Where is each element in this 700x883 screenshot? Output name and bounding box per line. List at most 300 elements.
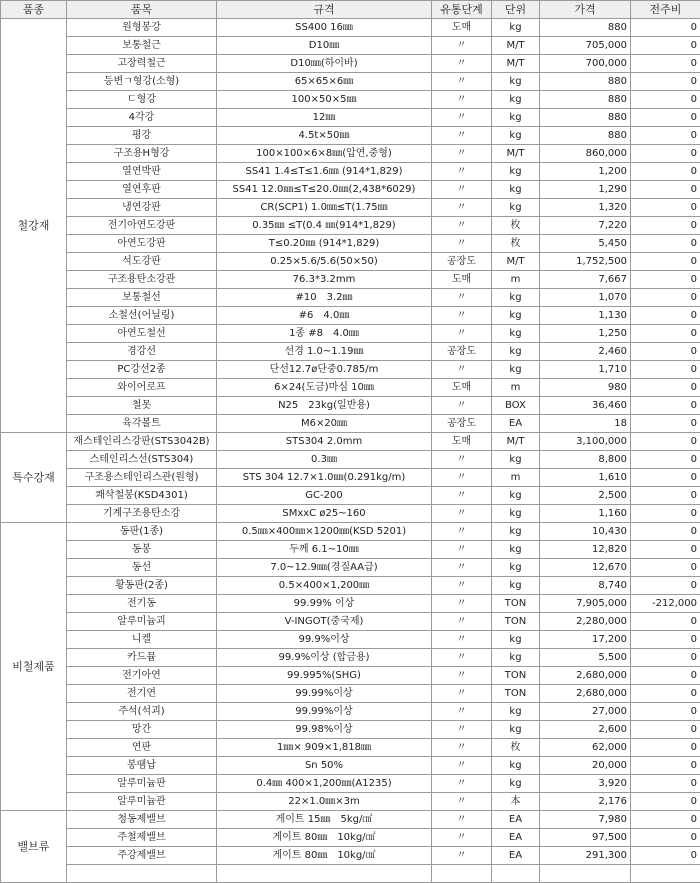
- unit: TON: [492, 595, 540, 613]
- price: 7,980: [540, 811, 631, 829]
- weekly-change: 0: [631, 649, 700, 667]
- unit: BOX: [492, 397, 540, 415]
- price: 36,460: [540, 397, 631, 415]
- price: 12,820: [540, 541, 631, 559]
- table-row: [1, 847, 700, 865]
- item-spec: #6 4.0㎜: [217, 307, 432, 325]
- distribution-stage: 〃: [432, 451, 492, 469]
- weekly-change: 0: [631, 415, 700, 433]
- item-spec: 두께 6.1~10㎜: [217, 541, 432, 559]
- unit: EA: [492, 811, 540, 829]
- item-name: 소철선(어닐링): [67, 307, 217, 325]
- price: 1,320: [540, 199, 631, 217]
- weekly-change: 0: [631, 631, 700, 649]
- item-spec: 99.9%이상: [217, 631, 432, 649]
- item-name: 평강: [67, 127, 217, 145]
- item-spec: 99.98%이상: [217, 721, 432, 739]
- weekly-change: 0: [631, 433, 700, 451]
- unit: kg: [492, 649, 540, 667]
- table-row: [1, 127, 700, 145]
- distribution-stage: 〃: [432, 235, 492, 253]
- weekly-change: 0: [631, 127, 700, 145]
- distribution-stage: 〃: [432, 613, 492, 631]
- price: 2,680,000: [540, 667, 631, 685]
- table-row: [1, 685, 700, 703]
- weekly-change: 0: [631, 721, 700, 739]
- price: 8,740: [540, 577, 631, 595]
- distribution-stage: 〃: [432, 757, 492, 775]
- unit: kg: [492, 199, 540, 217]
- price: 12,670: [540, 559, 631, 577]
- unit: 本: [492, 793, 540, 811]
- table-row: [1, 109, 700, 127]
- distribution-stage: 〃: [432, 649, 492, 667]
- price: 1,610: [540, 469, 631, 487]
- table-row: [1, 199, 700, 217]
- distribution-stage: 〃: [432, 91, 492, 109]
- distribution-stage: 〃: [432, 361, 492, 379]
- unit: kg: [492, 721, 540, 739]
- unit: kg: [492, 361, 540, 379]
- price: 880: [540, 73, 631, 91]
- item-spec: 0.3㎜: [217, 451, 432, 469]
- item-name: 보통철선: [67, 289, 217, 307]
- table-row: [1, 307, 700, 325]
- item-spec: 단선12.7ø단중0.785/m: [217, 361, 432, 379]
- weekly-change: 0: [631, 73, 700, 91]
- table-row: [1, 415, 700, 433]
- item-name: 석도강판: [67, 253, 217, 271]
- category-cell: 철강재: [1, 19, 67, 433]
- weekly-change: 0: [631, 685, 700, 703]
- distribution-stage: 〃: [432, 577, 492, 595]
- price: 880: [540, 91, 631, 109]
- item-spec: 76.3*3.2mm: [217, 271, 432, 289]
- table-row: [1, 775, 700, 793]
- item-name: 구조용스테인리스관(원형): [67, 469, 217, 487]
- price: 705,000: [540, 37, 631, 55]
- item-spec: 0.5㎜×400㎜×1200㎜(KSD 5201): [217, 523, 432, 541]
- price: 880: [540, 127, 631, 145]
- unit: M/T: [492, 253, 540, 271]
- item-spec: 0.25×5.6/5.6(50×50): [217, 253, 432, 271]
- price: 1,250: [540, 325, 631, 343]
- price: 8,800: [540, 451, 631, 469]
- unit: [492, 865, 540, 883]
- weekly-change: 0: [631, 361, 700, 379]
- table-row: [1, 271, 700, 289]
- category-cell: 특수강재: [1, 433, 67, 523]
- price: 97,500: [540, 829, 631, 847]
- item-name: 원형봉강: [67, 19, 217, 37]
- item-spec: 99.995%(SHG): [217, 667, 432, 685]
- distribution-stage: 〃: [432, 289, 492, 307]
- table-row: [1, 361, 700, 379]
- distribution-stage: 〃: [432, 667, 492, 685]
- item-name: 청동제밸브: [67, 811, 217, 829]
- unit: 枚: [492, 235, 540, 253]
- price: 2,680,000: [540, 685, 631, 703]
- item-spec: GC-200: [217, 487, 432, 505]
- weekly-change: 0: [631, 847, 700, 865]
- item-name: 보통철근: [67, 37, 217, 55]
- price: 5,500: [540, 649, 631, 667]
- unit: kg: [492, 631, 540, 649]
- item-name: 전기동: [67, 595, 217, 613]
- unit: M/T: [492, 145, 540, 163]
- item-spec: 99.99%이상: [217, 685, 432, 703]
- price: 291,300: [540, 847, 631, 865]
- weekly-change: 0: [631, 253, 700, 271]
- unit: kg: [492, 559, 540, 577]
- weekly-change: 0: [631, 829, 700, 847]
- price: 27,000: [540, 703, 631, 721]
- table-row: [1, 469, 700, 487]
- table-row: [1, 397, 700, 415]
- item-spec: D10㎜(하이바): [217, 55, 432, 73]
- price: 880: [540, 109, 631, 127]
- weekly-change: 0: [631, 523, 700, 541]
- unit: kg: [492, 775, 540, 793]
- item-spec: V-INGOT(중국제): [217, 613, 432, 631]
- unit: TON: [492, 685, 540, 703]
- item-spec: 6×24(도금)마심 10㎜: [217, 379, 432, 397]
- unit: kg: [492, 289, 540, 307]
- table-row: [1, 451, 700, 469]
- price: 7,667: [540, 271, 631, 289]
- weekly-change: -212,000: [631, 595, 700, 613]
- unit: kg: [492, 541, 540, 559]
- item-name: 동봉: [67, 541, 217, 559]
- item-spec: 99.99%이상: [217, 703, 432, 721]
- distribution-stage: 도매: [432, 271, 492, 289]
- header-item: 품목: [67, 1, 217, 19]
- table-row: [1, 433, 700, 451]
- item-spec: SS400 16㎜: [217, 19, 432, 37]
- item-spec: CR(SCP1) 1.0㎜≤T(1.75㎜: [217, 199, 432, 217]
- item-spec: 0.5×400×1,200㎜: [217, 577, 432, 595]
- price: 860,000: [540, 145, 631, 163]
- price: 3,100,000: [540, 433, 631, 451]
- item-spec: 게이트 15㎜ 5kg/㎠: [217, 811, 432, 829]
- item-spec: 게이트 80㎜ 10kg/㎠: [217, 847, 432, 865]
- table-row: [1, 289, 700, 307]
- item-name: 봉땜납: [67, 757, 217, 775]
- weekly-change: 0: [631, 469, 700, 487]
- table-row: [1, 595, 700, 613]
- header-spec: 규격: [217, 1, 432, 19]
- weekly-change: 0: [631, 703, 700, 721]
- price: 2,460: [540, 343, 631, 361]
- distribution-stage: 〃: [432, 811, 492, 829]
- item-spec: 100×100×6×8㎜(압연,중형): [217, 145, 432, 163]
- distribution-stage: 〃: [432, 559, 492, 577]
- item-name: ㄷ형강: [67, 91, 217, 109]
- unit: kg: [492, 127, 540, 145]
- weekly-change: [631, 865, 700, 883]
- distribution-stage: 도매: [432, 433, 492, 451]
- table-row: [1, 577, 700, 595]
- item-name: 주철제밸브: [67, 829, 217, 847]
- unit: TON: [492, 613, 540, 631]
- distribution-stage: 〃: [432, 703, 492, 721]
- table-row: [1, 379, 700, 397]
- table-row: [1, 829, 700, 847]
- weekly-change: 0: [631, 451, 700, 469]
- item-name: 알루미늄관: [67, 793, 217, 811]
- item-name: 망간: [67, 721, 217, 739]
- weekly-change: 0: [631, 343, 700, 361]
- unit: kg: [492, 109, 540, 127]
- unit: kg: [492, 181, 540, 199]
- item-spec: 0.4㎜ 400×1,200㎜(A1235): [217, 775, 432, 793]
- unit: EA: [492, 829, 540, 847]
- weekly-change: 0: [631, 757, 700, 775]
- table-row: [1, 235, 700, 253]
- item-spec: 1종 #8 4.0㎜: [217, 325, 432, 343]
- item-name: 동판(1종): [67, 523, 217, 541]
- item-spec: STS 304 12.7×1.0㎜(0.291kg/m): [217, 469, 432, 487]
- weekly-change: 0: [631, 397, 700, 415]
- item-name: 카드뮴: [67, 649, 217, 667]
- item-name: 동선: [67, 559, 217, 577]
- item-name: 열연박판: [67, 163, 217, 181]
- weekly-change: 0: [631, 145, 700, 163]
- distribution-stage: 〃: [432, 505, 492, 523]
- table-row: [1, 721, 700, 739]
- item-name: 재스테인리스강판(STS3042B): [67, 433, 217, 451]
- distribution-stage: 〃: [432, 109, 492, 127]
- table-row: [1, 523, 700, 541]
- weekly-change: 0: [631, 109, 700, 127]
- item-spec: SS41 12.0㎜≤T≤20.0㎜(2,438*6029): [217, 181, 432, 199]
- table-row: [1, 739, 700, 757]
- item-name: 니켈: [67, 631, 217, 649]
- weekly-change: 0: [631, 505, 700, 523]
- item-name: [67, 865, 217, 883]
- item-name: 구조용탄소강관: [67, 271, 217, 289]
- table-row: [1, 163, 700, 181]
- weekly-change: 0: [631, 217, 700, 235]
- item-spec: 99.9%이상 (합금용): [217, 649, 432, 667]
- price: 1,160: [540, 505, 631, 523]
- distribution-stage: 〃: [432, 829, 492, 847]
- distribution-stage: 〃: [432, 325, 492, 343]
- item-name: 주석(석괴): [67, 703, 217, 721]
- table-row: [1, 253, 700, 271]
- header-category: 품종: [1, 1, 67, 19]
- weekly-change: 0: [631, 163, 700, 181]
- unit: M/T: [492, 55, 540, 73]
- unit: kg: [492, 307, 540, 325]
- price: 20,000: [540, 757, 631, 775]
- unit: kg: [492, 523, 540, 541]
- distribution-stage: 도매: [432, 379, 492, 397]
- table-row: [1, 181, 700, 199]
- unit: kg: [492, 757, 540, 775]
- item-name: PC강선2종: [67, 361, 217, 379]
- unit: 枚: [492, 739, 540, 757]
- weekly-change: 0: [631, 775, 700, 793]
- distribution-stage: 공장도: [432, 343, 492, 361]
- item-name: 기계구조용탄소강: [67, 505, 217, 523]
- item-name: 냉연강판: [67, 199, 217, 217]
- item-name: 스테인리스선(STS304): [67, 451, 217, 469]
- item-spec: 12㎜: [217, 109, 432, 127]
- distribution-stage: 〃: [432, 595, 492, 613]
- distribution-stage: 〃: [432, 847, 492, 865]
- weekly-change: 0: [631, 181, 700, 199]
- item-spec: 65×65×6㎜: [217, 73, 432, 91]
- item-spec: #10 3.2㎜: [217, 289, 432, 307]
- distribution-stage: 〃: [432, 685, 492, 703]
- distribution-stage: 〃: [432, 721, 492, 739]
- table-row: [1, 91, 700, 109]
- price: 62,000: [540, 739, 631, 757]
- table-row: [1, 19, 700, 37]
- weekly-change: 0: [631, 271, 700, 289]
- table-row: [1, 865, 700, 883]
- price: 1,710: [540, 361, 631, 379]
- price: 980: [540, 379, 631, 397]
- price: 2,500: [540, 487, 631, 505]
- table-row: [1, 649, 700, 667]
- item-spec: N25 23kg(일반용): [217, 397, 432, 415]
- item-name: 전기연: [67, 685, 217, 703]
- table-row: [1, 793, 700, 811]
- header-unit: 단위: [492, 1, 540, 19]
- table-row: [1, 37, 700, 55]
- unit: kg: [492, 73, 540, 91]
- item-name: 알루미늄괴: [67, 613, 217, 631]
- distribution-stage: 〃: [432, 127, 492, 145]
- table-row: [1, 703, 700, 721]
- unit: kg: [492, 19, 540, 37]
- price: 1,200: [540, 163, 631, 181]
- distribution-stage: 〃: [432, 199, 492, 217]
- header-distribution: 유통단계: [432, 1, 492, 19]
- distribution-stage: 공장도: [432, 253, 492, 271]
- item-spec: 0.35㎜ ≤T(0.4 ㎜(914*1,829): [217, 217, 432, 235]
- table-row: [1, 217, 700, 235]
- table-row: [1, 145, 700, 163]
- distribution-stage: 〃: [432, 307, 492, 325]
- table-row: [1, 541, 700, 559]
- item-spec: T≤0.20㎜ (914*1,829): [217, 235, 432, 253]
- item-name: 등변ㄱ형강(소형): [67, 73, 217, 91]
- category-cell: 밸브류: [1, 811, 67, 883]
- item-name: 알루미늄판: [67, 775, 217, 793]
- unit: kg: [492, 505, 540, 523]
- table-row: [1, 811, 700, 829]
- table-row: [1, 631, 700, 649]
- price: 2,280,000: [540, 613, 631, 631]
- item-spec: M6×20㎜: [217, 415, 432, 433]
- distribution-stage: 〃: [432, 469, 492, 487]
- distribution-stage: 〃: [432, 55, 492, 73]
- price: 1,752,500: [540, 253, 631, 271]
- item-name: 구조용H형강: [67, 145, 217, 163]
- unit: kg: [492, 343, 540, 361]
- weekly-change: 0: [631, 487, 700, 505]
- unit: kg: [492, 163, 540, 181]
- distribution-stage: 도매: [432, 19, 492, 37]
- distribution-stage: 〃: [432, 73, 492, 91]
- unit: kg: [492, 703, 540, 721]
- item-name: 4각강: [67, 109, 217, 127]
- item-name: 쾌삭철봉(KSD4301): [67, 487, 217, 505]
- price: [540, 865, 631, 883]
- header-price: 가격: [540, 1, 631, 19]
- weekly-change: 0: [631, 199, 700, 217]
- distribution-stage: [432, 865, 492, 883]
- table-row: [1, 613, 700, 631]
- table-row: [1, 73, 700, 91]
- unit: kg: [492, 91, 540, 109]
- item-spec: STS304 2.0mm: [217, 433, 432, 451]
- unit: M/T: [492, 37, 540, 55]
- item-name: 고장력철근: [67, 55, 217, 73]
- item-spec: Sn 50%: [217, 757, 432, 775]
- header-weekly-change: 전주비: [631, 1, 700, 19]
- weekly-change: 0: [631, 541, 700, 559]
- price: 700,000: [540, 55, 631, 73]
- distribution-stage: 〃: [432, 793, 492, 811]
- item-spec: 4.5t×50㎜: [217, 127, 432, 145]
- unit: M/T: [492, 433, 540, 451]
- table-row: [1, 505, 700, 523]
- unit: TON: [492, 667, 540, 685]
- item-spec: 1㎜× 909×1,818㎜: [217, 739, 432, 757]
- table-row: [1, 667, 700, 685]
- table-row: [1, 487, 700, 505]
- item-name: 주강제밸브: [67, 847, 217, 865]
- weekly-change: 0: [631, 325, 700, 343]
- unit: kg: [492, 487, 540, 505]
- unit: kg: [492, 451, 540, 469]
- distribution-stage: 〃: [432, 631, 492, 649]
- distribution-stage: 〃: [432, 541, 492, 559]
- item-spec: 7.0~12.9㎜(경질AA급): [217, 559, 432, 577]
- weekly-change: 0: [631, 19, 700, 37]
- weekly-change: 0: [631, 379, 700, 397]
- table-row: [1, 757, 700, 775]
- unit: 枚: [492, 217, 540, 235]
- weekly-change: 0: [631, 811, 700, 829]
- item-name: 육각볼트: [67, 415, 217, 433]
- distribution-stage: 〃: [432, 163, 492, 181]
- item-spec: 선경 1.0~1.19㎜: [217, 343, 432, 361]
- item-spec: 22×1.0㎜×3m: [217, 793, 432, 811]
- price: 1,130: [540, 307, 631, 325]
- distribution-stage: 〃: [432, 775, 492, 793]
- header-row: [1, 1, 700, 19]
- weekly-change: 0: [631, 235, 700, 253]
- distribution-stage: 〃: [432, 397, 492, 415]
- distribution-stage: 〃: [432, 145, 492, 163]
- weekly-change: 0: [631, 613, 700, 631]
- weekly-change: 0: [631, 55, 700, 73]
- item-name: 아연도강판: [67, 235, 217, 253]
- item-name: 와이어로프: [67, 379, 217, 397]
- price: 7,220: [540, 217, 631, 235]
- price: 2,600: [540, 721, 631, 739]
- item-name: 경강선: [67, 343, 217, 361]
- item-spec: SMxxC ø25~160: [217, 505, 432, 523]
- distribution-stage: 〃: [432, 181, 492, 199]
- unit: EA: [492, 415, 540, 433]
- weekly-change: 0: [631, 667, 700, 685]
